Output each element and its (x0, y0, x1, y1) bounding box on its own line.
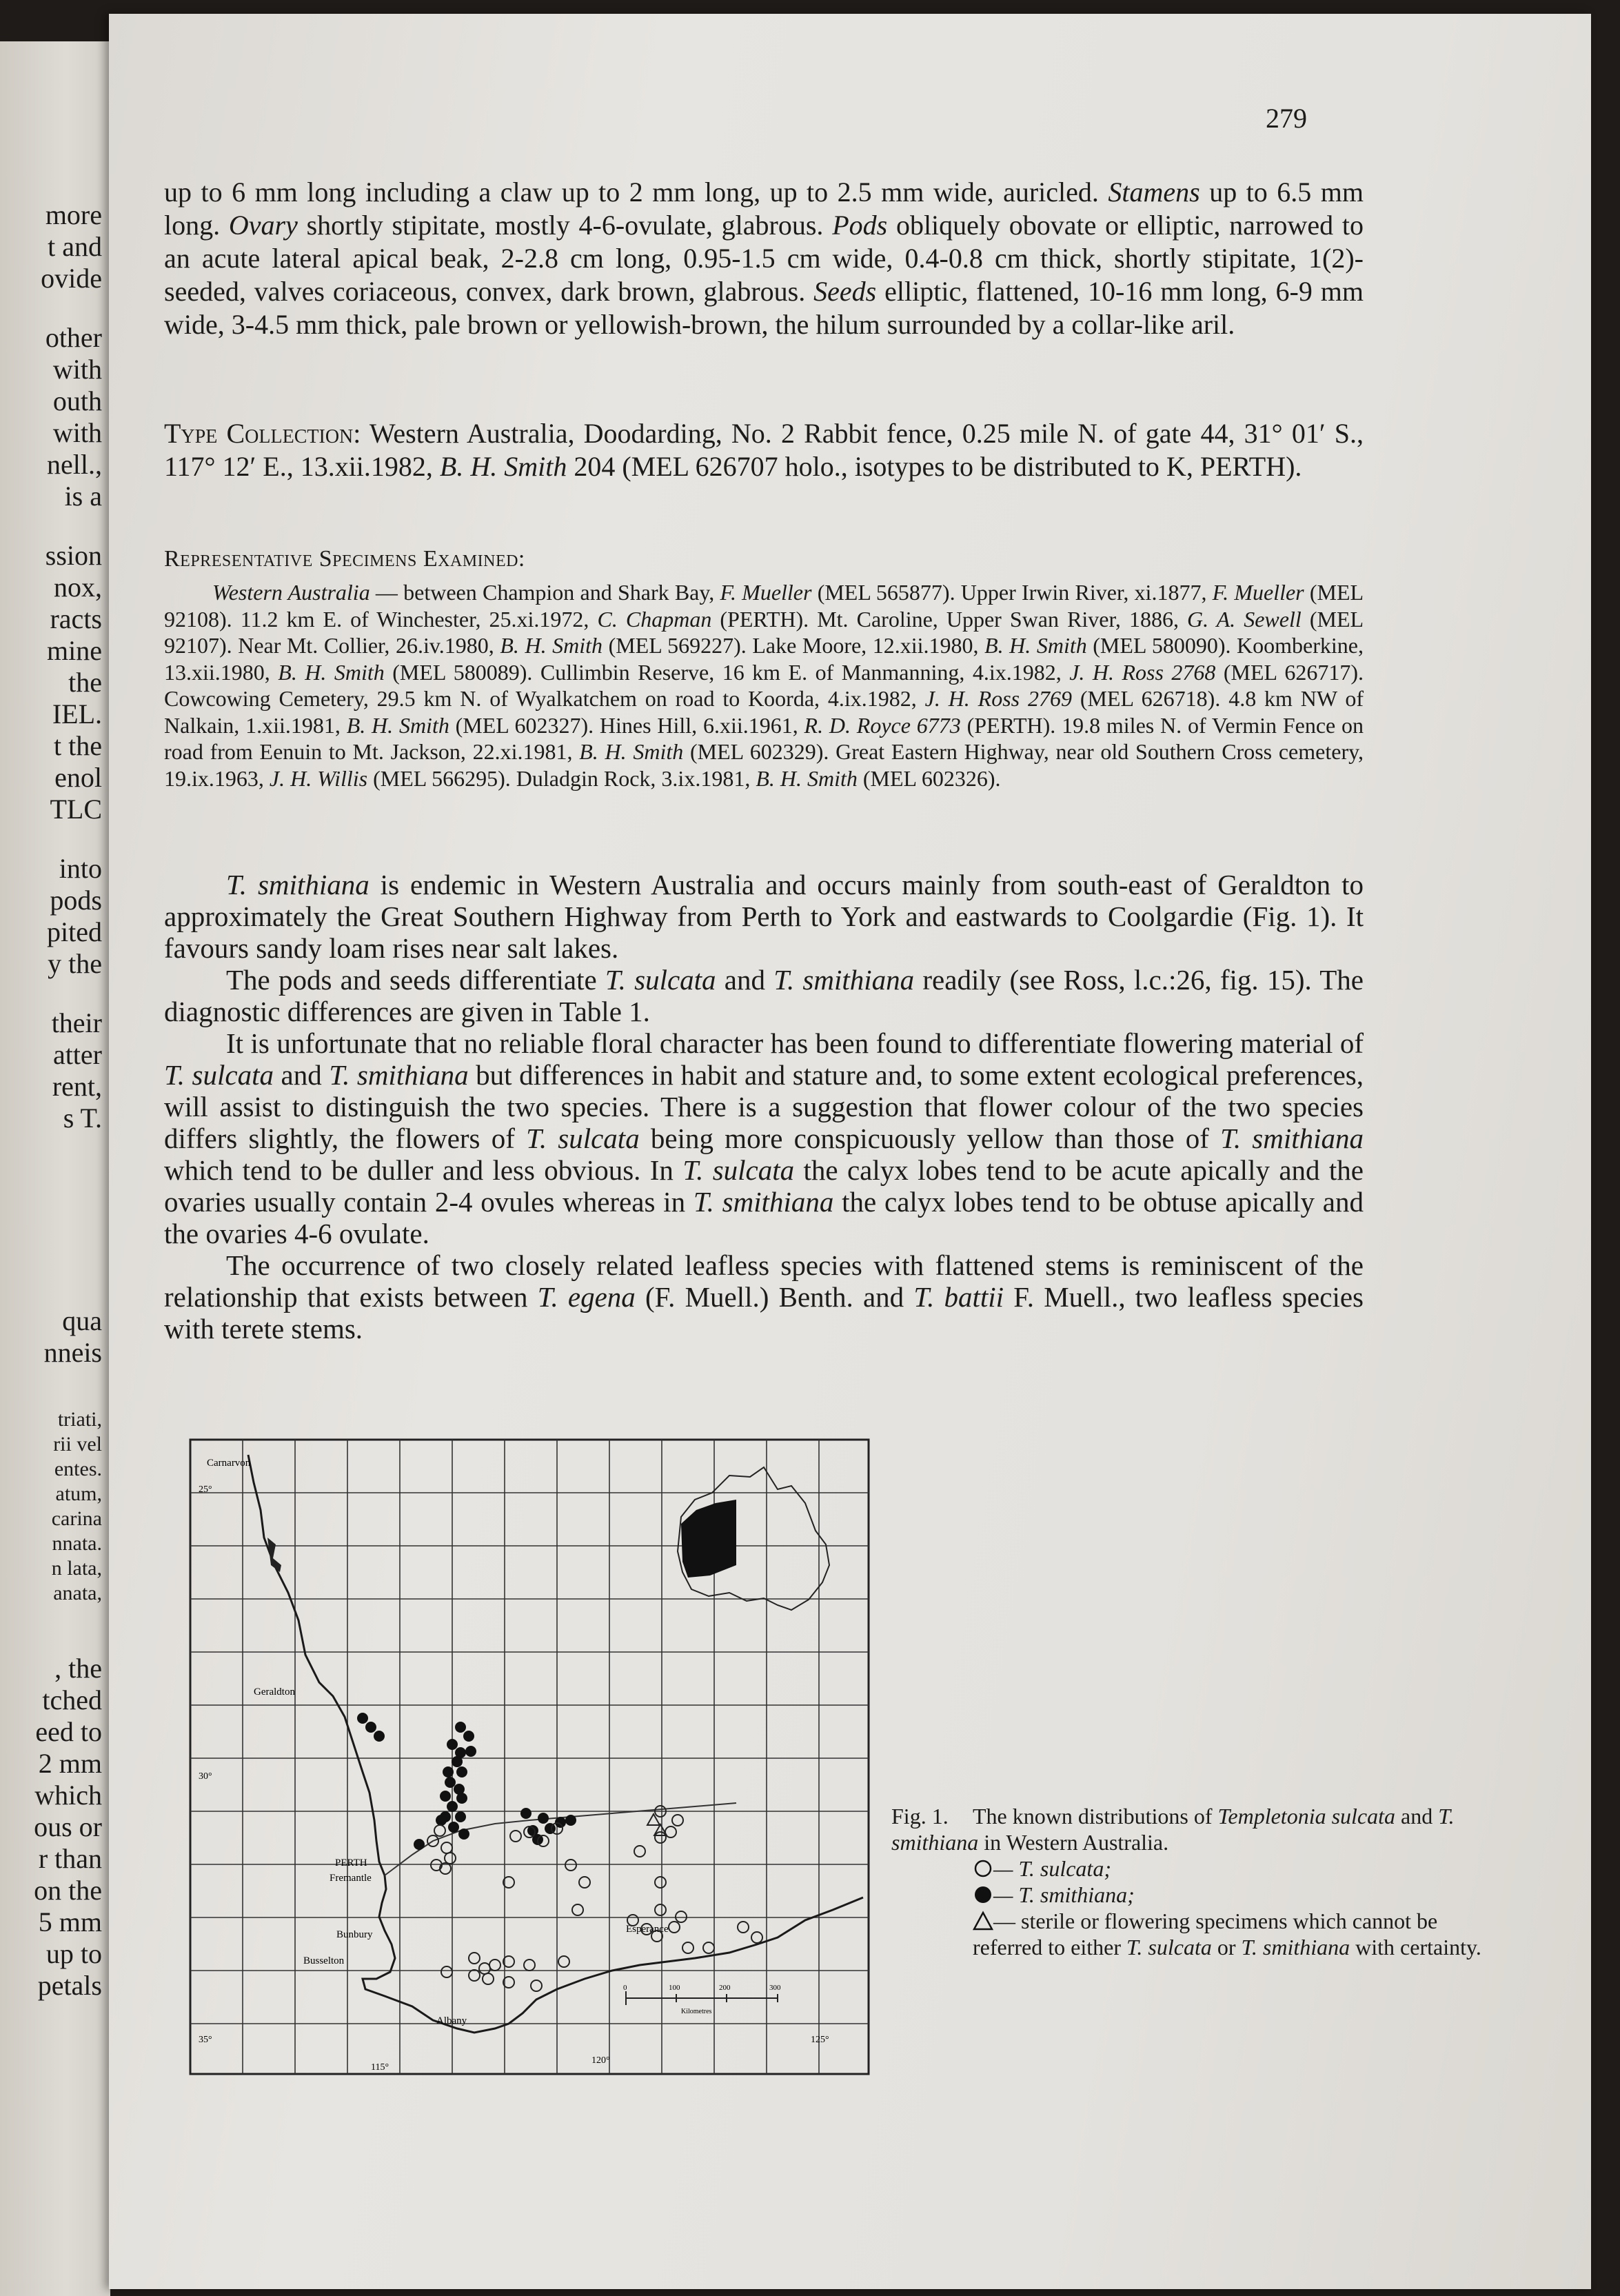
specimen-markers (357, 1713, 762, 1991)
text-run: and (716, 964, 774, 996)
distribution-map (185, 1434, 874, 2082)
representative-specimens-heading: Representative Specimens Examined: (164, 546, 525, 572)
text-run: which tend to be duller and less obvious. In (164, 1154, 683, 1186)
italic-run: T. smithiana (1220, 1122, 1364, 1154)
text-run: (MEL 602327). Hines Hill, 6.xii.1961, (449, 712, 804, 738)
label-fremantle: Fremantle (330, 1873, 372, 1884)
type-collection-label: Type Collection: (164, 418, 361, 449)
left-page-line: ous or (34, 1811, 102, 1842)
t-sulcata-marker (738, 1922, 749, 1933)
t-smithiana-marker (455, 1722, 466, 1733)
t-smithiana-marker (374, 1731, 385, 1742)
text-run: (PERTH). Mt. Caroline, Upper Swan River, 1886, (711, 606, 1188, 632)
t-sulcata-marker (510, 1831, 521, 1842)
left-page-line: rii vel (53, 1433, 102, 1456)
text-run: (MEL 566295). Duladgin Rock, 3.ix.1981, (367, 765, 756, 791)
t-sulcata-marker (558, 1956, 569, 1967)
text-run: (MEL 565877). Upper Irwin River, xi.1877, (811, 580, 1213, 605)
t-smithiana-marker (458, 1829, 469, 1840)
t-smithiana-marker (565, 1815, 576, 1826)
left-page-line: mine (47, 635, 102, 666)
t-smithiana-marker (440, 1791, 451, 1802)
t-smithiana-marker (448, 1822, 459, 1833)
discussion-paragraph (164, 869, 1364, 964)
t-sulcata-marker (751, 1932, 762, 1943)
discussion-paragraph (164, 964, 1364, 1027)
t-sulcata-marker (524, 1960, 535, 1971)
inset-western-australia (681, 1500, 736, 1578)
t-sulcata-marker (445, 1853, 456, 1864)
t-sulcata-marker (469, 1953, 480, 1964)
scale-bar (623, 1984, 781, 2015)
left-page-line: ssion (45, 540, 102, 571)
left-page-line: 2 mm (38, 1748, 102, 1779)
italic-run: T. sulcata (526, 1122, 640, 1154)
t-smithiana-marker (456, 1766, 467, 1778)
legend-open-circle: — T. sulcata; (891, 1855, 1512, 1882)
text-run: (MEL 626718). 4.8 km NW of Nalkain, 1.xii.1981, (164, 686, 1364, 738)
left-page-line: tched (42, 1684, 102, 1715)
t-smithiana-marker (455, 1811, 466, 1822)
italic-run: T. smithiana (693, 1186, 834, 1218)
left-page-line: IEL. (52, 698, 102, 729)
italic-run: J. H. Ross 2769 (924, 686, 1072, 711)
lon-label-115: 115° (371, 2062, 389, 2073)
text-run: (MEL 580090). Koomberkine, 13.xii.1980, (164, 633, 1364, 685)
t-sulcata-marker (655, 1832, 666, 1843)
text-run: being more conspicuously yellow than those of (639, 1122, 1221, 1154)
italic-run: F. Mueller (720, 580, 812, 605)
left-page-line: carina (51, 1507, 102, 1530)
t-sulcata-marker (434, 1825, 445, 1836)
t-smithiana-marker (465, 1746, 476, 1757)
coastline (248, 1455, 863, 2033)
left-page-line: entes. (54, 1458, 102, 1480)
italic-run: B. H. Smith (984, 633, 1087, 658)
text-run: (MEL 602326). (857, 765, 1001, 791)
lon-label-120: 120° (591, 2055, 610, 2066)
text-run: The occurrence of two closely related leafless species with flattened stems is reminiscent of the relationship that exists between (164, 1249, 1364, 1313)
label-esperance: Esperance (626, 1924, 669, 1935)
t-smithiana-marker (463, 1731, 474, 1742)
text-run: (MEL 569227). Lake Moore, 12.xii.1980, (603, 633, 985, 658)
svg-text:Kilometres: Kilometres (681, 2008, 712, 2015)
text-run: (F. Muell.) Benth. and (635, 1281, 914, 1313)
text-run: (MEL 92107). Near Mt. Collier, 26.iv.1980, (164, 606, 1364, 658)
left-page-line: racts (50, 603, 102, 634)
italic-run: T. smithiana (329, 1059, 469, 1091)
italic-run: C. Chapman (597, 606, 712, 632)
t-smithiana-marker (555, 1817, 566, 1828)
t-smithiana-marker (436, 1815, 447, 1826)
svg-text:0: 0 (623, 1984, 627, 1992)
text-run: readily (see Ross, l.c.:26, fig. 15). The diagnostic differences are given in Table 1. (164, 964, 1364, 1027)
caption-title: Fig. 1. The known distributions of Templetonia sulcata and T. smithiana in Western Australia. (891, 1804, 1455, 1855)
label-perth: PERTH (335, 1857, 367, 1869)
left-page-line: the (68, 667, 102, 698)
t-sulcata-marker (479, 1963, 490, 1974)
map-svg (185, 1434, 874, 2082)
left-page-line: atter (52, 1039, 102, 1070)
italic-run: T. smithiana (226, 869, 369, 900)
italic-run: J. H. Ross 2768 (1069, 659, 1216, 685)
t-smithiana-marker (443, 1766, 454, 1778)
text-run: F. Muell., two leafless species with terete stems. (164, 1281, 1364, 1345)
text-run: the calyx lobes tend to be acute apically and the ovaries usually contain 2-4 ovules whereas in (164, 1154, 1364, 1218)
t-smithiana-marker (414, 1839, 425, 1850)
text-run: (MEL 626717). Cowcowing Cemetery, 29.5 km N. of Wyalkatchem on road to Koorda, 4.ix.1982, (164, 659, 1364, 711)
left-page-line: with (52, 354, 102, 385)
left-page-line: nell., (47, 449, 102, 480)
italic-run: T. battii (913, 1281, 1004, 1313)
t-sulcata-marker (672, 1815, 683, 1826)
left-page-line: nneis (43, 1337, 102, 1368)
italic-run: G. A. Sewell (1187, 606, 1302, 632)
left-page-line: t the (54, 730, 102, 761)
map-grid (190, 1440, 869, 2074)
label-busselton: Busselton (303, 1955, 345, 1966)
lat-label-35: 35° (199, 2035, 212, 2045)
left-page-line: eed to (35, 1716, 102, 1747)
italic-run: T. sulcata (164, 1059, 274, 1091)
left-page-line: other (45, 322, 102, 353)
italic-run: J. H. Willis (269, 765, 368, 791)
t-sulcata-marker (655, 1904, 666, 1915)
t-smithiana-marker (520, 1808, 531, 1819)
left-page-line: more (45, 199, 102, 230)
svg-text:100: 100 (669, 1984, 680, 1992)
text-run: and (274, 1059, 330, 1091)
lat-label-30: 30° (199, 1771, 212, 1782)
t-smithiana-marker (538, 1813, 549, 1824)
text-run: (MEL 580089). Cullimbin Reserve, 16 km E. of Manmanning, 4.ix.1982, (384, 659, 1070, 685)
lon-label-125: 125° (811, 2035, 829, 2045)
representative-specimens-list: Western Australia — between Champion and Shark Bay, F. Mueller (MEL 565877). Upper Irwin River, xi.1877, F. Mueller (MEL 92108). 11.2 km E. of Winchester, 25.xi.1972, C. Chapman (PERTH). Mt. Caroline, Upper Swan River, 1886, G. A. Sewell (MEL 92107). Near Mt. Collier, 26.iv.1980, B. H. Smith (MEL 569227). Lake Moore, 12.xii.1980, B. H. Smith (MEL 580090). Koomberkine, 13.xii.1980, B. H. Smith (MEL 580089). Cullimbin Reserve, 16 km E. of Manmanning, 4.ix.1982, J. H. Ross 2768 (MEL 626717). Cowcowing Cemetery, 29.5 km N. of Wyalkatchem on road to Koorda, 4.ix.1982, J. H. Ross 2769 (MEL 626718). 4.8 km NW of Nalkain, 1.xii.1981, B. H. Smith (MEL 602327). Hines Hill, 6.xii.1961, R. D. Royce 6773 (PERTH). 19.8 miles N. of Vermin Fence on road from Eenuin to Mt. Jackson, 22.xi.1981, B. H. Smith (MEL 602329). Great Eastern Highway, near old Southern Cross cemetery, 19.ix.1963, J. H. Willis (MEL 566295). Duladgin Rock, 3.ix.1981, B. H. Smith (MEL 602326). (164, 580, 1364, 791)
left-page-sliver (0, 41, 110, 2296)
left-page-line: up to (45, 1938, 102, 1969)
left-page-line: y the (48, 948, 102, 979)
left-page-line: their (51, 1007, 102, 1038)
text-run: It is unfortunate that no reliable floral character has been found to differentiate flowering material of (226, 1027, 1364, 1059)
left-page-line: nox, (54, 572, 102, 603)
filled-circle-icon (973, 1884, 993, 1905)
italic-run: F. Mueller (1212, 580, 1304, 605)
t-smithiana-marker (447, 1801, 458, 1812)
svg-text:300: 300 (769, 1984, 781, 1992)
discussion-paragraph (164, 1249, 1364, 1345)
open-circle-icon (973, 1858, 993, 1879)
t-sulcata-marker (703, 1942, 714, 1953)
left-page-line: TLC (50, 794, 102, 825)
t-sulcata-marker (531, 1980, 542, 1991)
left-page-line: atum, (55, 1482, 102, 1505)
lat-label-25: 25° (199, 1484, 212, 1495)
page-number: 279 (1266, 103, 1307, 134)
italic-run: T. egena (537, 1281, 636, 1313)
italic-run: B. H. Smith (346, 712, 449, 738)
label-albany: Albany (436, 2015, 467, 2026)
t-sulcata-marker (441, 1966, 452, 1977)
left-page-line: r than (38, 1843, 102, 1874)
text-run: — between Champion and Shark Bay, (369, 580, 720, 605)
italic-run: B. H. Smith (579, 739, 684, 764)
t-sulcata-marker (669, 1922, 680, 1933)
text-run: the calyx lobes tend to be obtuse apically and the ovaries 4-6 ovulate. (164, 1186, 1364, 1249)
t-smithiana-marker (456, 1793, 467, 1804)
label-geraldton: Geraldton (254, 1686, 295, 1698)
t-smithiana-marker (445, 1777, 456, 1788)
label-bunbury: Bunbury (336, 1929, 373, 1940)
figure-caption (891, 1803, 1512, 1960)
left-page-line: enol (54, 762, 102, 793)
left-page-line: on the (34, 1875, 102, 1906)
left-page-line: rent, (52, 1071, 102, 1102)
left-page-line: s T. (63, 1102, 102, 1134)
t-sulcata-marker (469, 1970, 480, 1981)
svg-text:200: 200 (719, 1984, 731, 1992)
t-sulcata-marker (676, 1911, 687, 1922)
t-sulcata-marker (483, 1973, 494, 1984)
italic-run: T. sulcata (605, 964, 716, 996)
italic-run: B. H. Smith (278, 659, 385, 685)
left-page-line: triati, (57, 1408, 102, 1431)
t-sulcata-marker (489, 1960, 500, 1971)
t-sulcata-marker (682, 1942, 693, 1953)
discussion-text (164, 869, 1364, 1345)
text-run: but differences in habit and stature and, to some extent ecological preferences, will assist to distinguish the two species. There is a suggestion that flower colour of the two species differs slightly, the flowers of (164, 1059, 1364, 1154)
italic-run: R. D. Royce 6773 (804, 712, 961, 738)
left-page-line: ovide (41, 263, 102, 294)
t-sulcata-marker (579, 1877, 590, 1888)
left-page-line: is a (64, 481, 102, 512)
left-page-line: into (59, 853, 102, 884)
t-smithiana-marker (447, 1739, 458, 1750)
t-sulcata-marker (655, 1877, 666, 1888)
t-sulcata-marker (565, 1860, 576, 1871)
t-smithiana-marker (357, 1713, 368, 1724)
left-page-line: pods (50, 885, 102, 916)
t-smithiana-marker (365, 1722, 376, 1733)
text-run: (PERTH). 19.8 miles N. of Vermin Fence on road from Eenuin to Mt. Jackson, 22.xi.1981, (164, 712, 1364, 764)
text-run: The pods and seeds differentiate (226, 964, 605, 996)
left-page-line: pited (47, 916, 102, 947)
triangle-icon (973, 1911, 993, 1931)
text-run: (MEL 602329). Great Eastern Highway, near old Southern Cross cemetery, 19.ix.1963, (164, 739, 1364, 791)
left-page-line: outh (52, 385, 102, 416)
page (109, 14, 1591, 2289)
italic-run: T. sulcata (682, 1154, 795, 1186)
legend-triangle: — sterile or flowering specimens which cannot be referred to either T. sulcata or T. smithiana with certainty. (973, 1909, 1481, 1960)
italic-run: B. H. Smith (756, 765, 858, 791)
italic-run: T. smithiana (773, 964, 915, 996)
t-smithiana-marker (452, 1756, 463, 1767)
text-run: is endemic in Western Australia and occurs mainly from south-east of Geraldton to approximately the Great Southern Highway from Perth to York and eastwards to Coolgardie (Fig. 1). It favours sandy loam rises near salt lakes. (164, 869, 1364, 964)
t-sulcata-marker (634, 1846, 645, 1857)
left-page-line: with (52, 417, 102, 448)
left-page-line: 5 mm (38, 1906, 102, 1937)
label-carnarvon: Carnarvon (207, 1458, 251, 1469)
text-run: (MEL 92108). 11.2 km E. of Winchester, 25.xi.1972, (164, 580, 1364, 632)
left-page-line: nnata. (52, 1532, 102, 1555)
left-page-line: qua (62, 1305, 102, 1336)
left-page-line: petals (37, 1970, 102, 2001)
left-page-line: which (34, 1780, 102, 1811)
left-page-line: , the (54, 1653, 102, 1684)
legend-filled-circle: — T. smithiana; (891, 1882, 1512, 1908)
t-sulcata-marker (572, 1904, 583, 1915)
left-page-line: anata, (53, 1582, 102, 1604)
type-collection: Type Collection: Western Australia, Doodarding, No. 2 Rabbit fence, 0.25 mile N. of gate 44, 31° 01′ S., 117° 12′ E., 13.xii.1982, B. H. Smith 204 (MEL 626707 holo., isotypes to be distributed to K, PERTH). (164, 418, 1364, 482)
description-paragraph: up to 6 mm long including a claw up to 2 mm long, up to 2.5 mm wide, auricled. Stamens up to 6.5 mm long. Ovary shortly stipitate, mostly 4-6-ovulate, glabrous. Pods obliquely obovate or elliptic, narrowed to an acute lateral apical beak, 2-2.8 cm long, 0.95-1.5 cm wide, 0.4-0.8 cm thick, shortly stipitate, 1(2)-seeded, valves coriaceous, convex, dark brown, glabrous. Seeds elliptic, flattened, 10-16 mm long, 6-9 mm wide, 3-4.5 mm thick, pale brown or yellowish-brown, the hilum surrounded by a collar-like aril. (164, 177, 1364, 340)
t-sulcata-marker (441, 1842, 452, 1853)
left-page-line: n lata, (51, 1557, 102, 1580)
discussion-paragraph (164, 1027, 1364, 1249)
italic-run: B. H. Smith (500, 633, 603, 658)
left-page-line: t and (48, 231, 102, 262)
